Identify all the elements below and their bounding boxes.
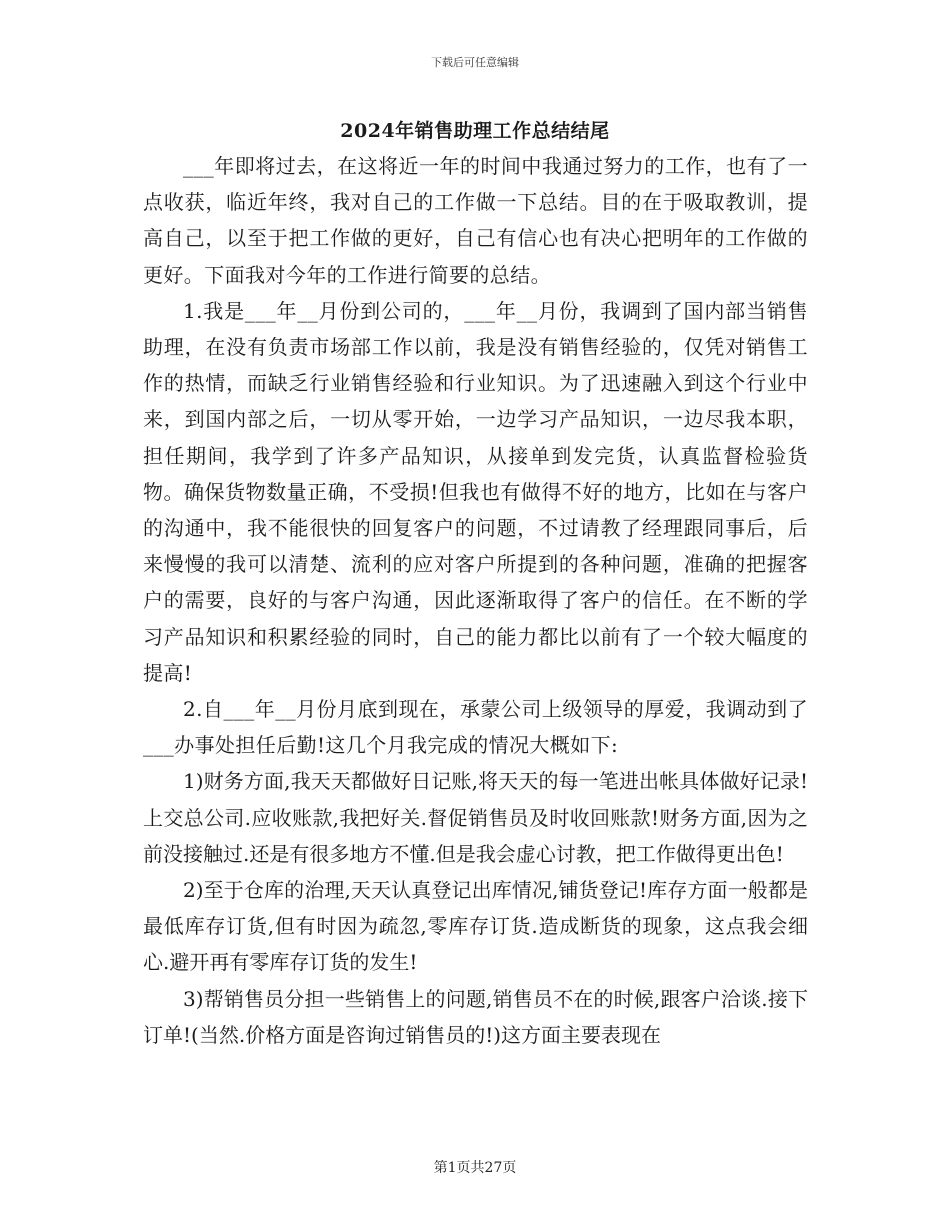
paragraph-2: 2.自___年__月份月底到现在，承蒙公司上级领导的厚爱，我调动到了___办事处担任后勤!这几个月我完成的情况大概如下: xyxy=(143,697,808,758)
page-number-footer: 第1页共27页 xyxy=(433,1160,517,1176)
document-title: 2024年销售助理工作总结结尾 xyxy=(340,120,610,142)
paragraph-intro: ___年即将过去，在这将近一年的时间中我通过努力的工作，也有了一点收获，临近年终，我对自己的工作做一下总结。目的在于吸取教训，提高自己，以至于把工作做的更好，自己有信心也有决心把明年的工作做的更好。下面我对今年的工作进行简要的总结。 xyxy=(143,154,808,287)
paragraph-2-item-3: 3)帮销售员分担一些销售上的问题,销售员不在的时候,跟客户洽谈.接下订单!(当然.价格方面是咨询过销售员的!)这方面主要表现在 xyxy=(143,986,808,1047)
paragraph-2-item-2: 2)至于仓库的治理,天天认真登记出库情况,铺货登记!库存方面一般都是最低库存订货,但有时因为疏忽,零库存订货.造成断货的现象，这点我会细心.避开再有零库存订货的发生! xyxy=(143,878,808,975)
header-note: 下载后可任意编辑 xyxy=(431,56,519,69)
paragraph-2-item-1: 1)财务方面,我天天都做好日记账,将天天的每一笔进出帐具体做好记录!上交总公司.应收账款,我把好关.督促销售员及时收回账款!财务方面,因为之前没接触过.还是有很多地方不懂.但是我会虚心讨教，把工作做得更出色! xyxy=(143,769,808,866)
document-body xyxy=(143,148,808,1053)
paragraph-1: 1.我是___年__月份到公司的，___年__月份，我调到了国内部当销售助理，在没有负责市场部工作以前，我是没有销售经验的，仅凭对销售工作的热情，而缺乏行业销售经验和行业知识。为了迅速融入到这个行业中来，到国内部之后，一切从零开始，一边学习产品知识，一边尽我本职，担任期间，我学到了许多产品知识，从接单到发完货，认真监督检验货物。确保货物数量正确，不受损!但我也有做得不好的地方，比如在与客户的沟通中，我不能很快的回复客户的问题，不过请教了经理跟同事后，后来慢慢的我可以清楚、流利的应对客户所提到的各种问题，准确的把握客户的需要，良好的与客户沟通，因此逐渐取得了客户的信任。在不断的学习产品知识和积累经验的同时，自己的能力都比以前有了一个较大幅度的提高! xyxy=(143,298,808,685)
